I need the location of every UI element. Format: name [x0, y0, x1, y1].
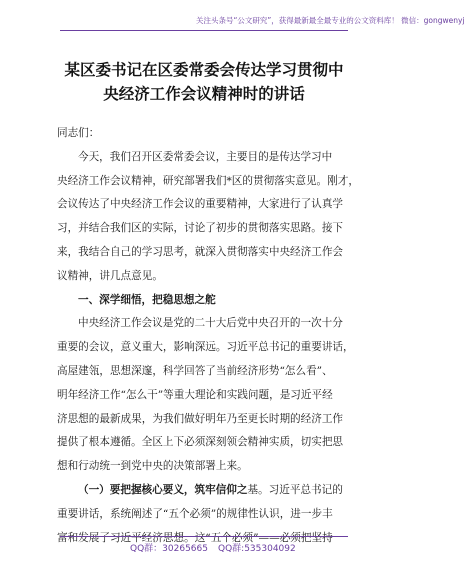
subheading-text: （一）要把握核心要义，筑牢信仰之: [78, 483, 248, 496]
paragraph-line: 济思想的最新成果，为我们做好明年乃至更长时期的经济工作: [57, 412, 344, 425]
paragraph-line: 中央经济工作会议是党的二十大后党中央召开的一次十分: [78, 317, 343, 330]
paragraph-line: 明年经济工作“怎么干”等重大理论和实践问题，是习近平经: [57, 388, 333, 401]
footer-qq-group-1: QQ群：30265665: [130, 544, 208, 554]
title-line-2: 央经济工作会议精神时的讲话: [103, 85, 305, 103]
paragraph-line: 来，我结合自己的学习思考，就深入贯彻落实中央经济工作会: [57, 245, 344, 258]
paragraph-line: 会议传达了中央经济工作会议的重要精神，大家进行了认真学: [57, 198, 344, 211]
paragraph-line: 提供了根本遵循。全区上下必须深刻领会精神实质，切实把思: [57, 436, 344, 449]
paragraph-line: 议精神，讲几点意见。: [57, 269, 163, 282]
paragraph-line: 重要讲话，系统阐述了“五个必须”的规律性认识，进一步丰: [57, 507, 333, 520]
footer-qq-group-2: QQ群:535304092: [218, 544, 296, 554]
paragraph-line: 今天，我们召开区委常委会议，主要目的是传达学习中: [78, 150, 333, 163]
document-title: [60, 58, 348, 106]
footer-divider: [60, 536, 348, 537]
paragraph-line: 一、深学细悟，把稳思想之舵: [78, 293, 216, 306]
paragraph-line: 高屋建瓴，思想深邃，科学回答了当前经济形势“怎么看”、: [57, 364, 333, 377]
paragraph-line: [57, 479, 352, 503]
paragraph-line: 央经济工作会议精神，研究部署我们*区的贯彻落实意见。刚才，: [57, 174, 359, 187]
document-body: [57, 122, 359, 550]
paragraph-line: 同志们：: [57, 127, 100, 139]
paragraph-line: 习，并结合我们区的实际，讨论了初步的贯彻落实思路。接下: [57, 222, 344, 235]
paragraph-line: 富和发展了习近平经济思想。这“五个必须”——必须把坚持: [57, 531, 333, 544]
paragraph-line: 重要的会议，意义重大，影响深远。习近平总书记的重要讲话，: [57, 341, 354, 354]
paragraph-line: 想和行动统一到党中央的决策部署上来。: [57, 460, 248, 473]
header-divider: [60, 30, 348, 31]
paragraph-text: 基。习近平总书记的: [247, 483, 343, 496]
page-header-text: 关注头条号“公文研究”，获得最新最全最专业的公文资料库！ 微信：gongwenyj: [196, 16, 465, 25]
title-line-1: 某区委书记在区委常委会传达学习贯彻中: [64, 61, 344, 79]
